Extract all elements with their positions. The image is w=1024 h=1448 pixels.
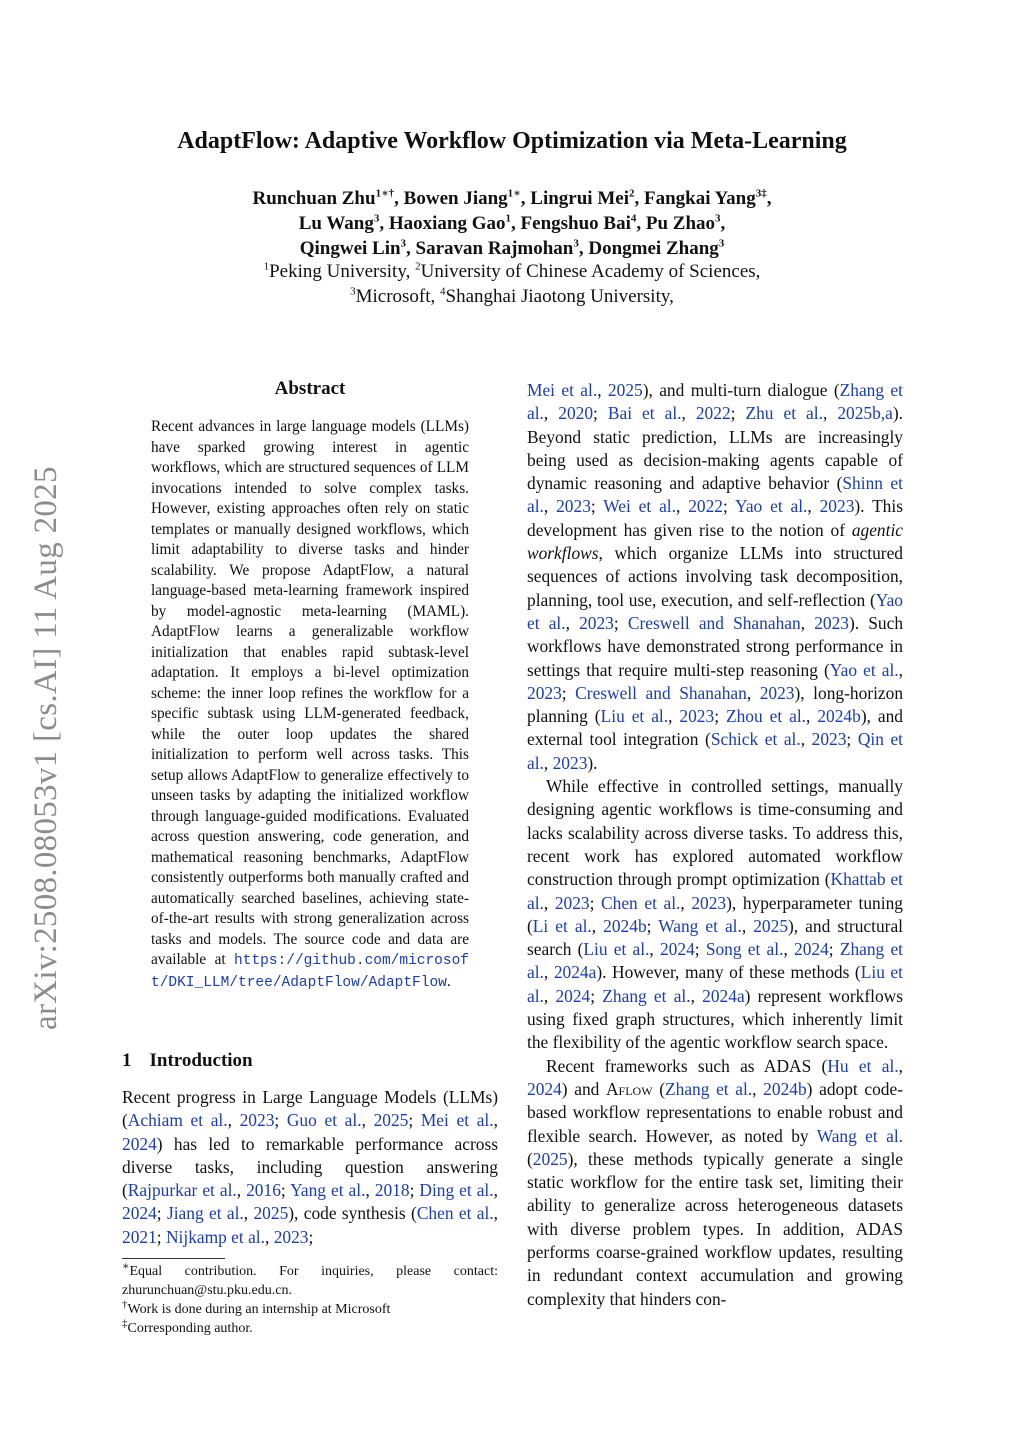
citation-link[interactable]: Wang et al. bbox=[658, 915, 742, 936]
author-affiliation-mark: 3‡ bbox=[755, 187, 767, 200]
citation-link[interactable]: Wei et al. bbox=[603, 496, 676, 517]
citation-link[interactable]: 2024b bbox=[817, 706, 861, 727]
citation-link[interactable]: 2023 bbox=[759, 682, 795, 703]
author-name: Lu Wang bbox=[298, 213, 374, 234]
footnote-text: Work is done during an internship at Microsoft bbox=[127, 1302, 391, 1317]
citation-link[interactable]: Mei et al. bbox=[420, 1110, 494, 1131]
citation-link[interactable]: 2024b bbox=[763, 1078, 807, 1099]
citation-link[interactable]: 2024 bbox=[527, 1078, 562, 1099]
citation-link[interactable]: Liu et al. bbox=[527, 962, 903, 1006]
section-title: Introduction bbox=[149, 1050, 253, 1071]
citation-link[interactable]: Mei et al. bbox=[527, 380, 598, 400]
affiliation-mark: 1 bbox=[263, 260, 270, 273]
citation-link[interactable]: Ding et al. bbox=[419, 1180, 494, 1201]
citation-link[interactable]: 2023 bbox=[579, 612, 614, 633]
citation-link[interactable]: Guo et al. bbox=[286, 1110, 362, 1131]
author-affiliation-mark: 3 bbox=[573, 237, 579, 250]
citation-link[interactable]: 2024 bbox=[555, 985, 591, 1006]
citation-link[interactable]: 2024 bbox=[122, 1203, 157, 1224]
citation-link[interactable]: 2025 bbox=[373, 1110, 409, 1131]
citation-link[interactable]: Rajpurkar et al. bbox=[127, 1180, 237, 1201]
citation-link[interactable]: 2024 bbox=[659, 939, 695, 960]
author-name: Pu Zhao bbox=[645, 213, 716, 234]
citation-link[interactable]: Achiam et al. bbox=[127, 1110, 228, 1131]
author-affiliation-mark: 3 bbox=[400, 237, 407, 250]
citation-link[interactable]: Wang et al. bbox=[816, 1125, 904, 1146]
author-name: Haoxiang Gao bbox=[388, 213, 506, 234]
citation-link[interactable]: 2025 bbox=[532, 1148, 568, 1169]
footnote-text: Equal contribution. For inquiries, please contact: zhurunchuan@stu.pku.edu.cn. bbox=[122, 1264, 498, 1298]
section-number: 1 bbox=[122, 1050, 132, 1071]
citation-link[interactable]: Yao et al. bbox=[527, 589, 903, 633]
citation-link[interactable]: 2024b bbox=[603, 915, 647, 936]
abstract-end: . bbox=[446, 972, 451, 990]
citation-link[interactable]: 2025b,a bbox=[837, 403, 893, 424]
citation-link[interactable]: 2024a bbox=[553, 962, 597, 983]
citation-link[interactable]: 2025 bbox=[253, 1203, 289, 1224]
author-affiliation-mark: 3 bbox=[373, 212, 380, 225]
citation-link[interactable]: 2025 bbox=[607, 380, 643, 400]
author-list: Runchuan Zhu$^{1∗\dagger}$, Bowen Jiang$^{1∗}$, Lingrui Mei$^2$, Fangkai Yang$^{3\ddagger}$, Lu Wang$^3$, Haoxiang Gao$^1$, Fengshuo Bai$^4$, Pu Zhao$^3$, Qingwei Lin$^3$, Saravan Rajmohan$^3$, Dongmei Zhang$^3$ bbox=[252, 187, 772, 259]
citation-link[interactable]: Song et al. bbox=[705, 939, 784, 960]
citation-link[interactable]: Creswell and Shanahan bbox=[575, 682, 747, 703]
citation-link[interactable]: Li et al. bbox=[532, 915, 592, 936]
author-affiliation-mark: 3 bbox=[715, 212, 721, 225]
affiliation-mark: 3 bbox=[350, 285, 356, 298]
right-paragraph-3: Recent frameworks such as ADAS (Hu et al., 2024) and Aflow (Zhang et al., 2024b) adopt code-based workflow representations to enable robust and flexible search. However, as noted by Wang et al. (2025), these methods typically generate a single static workflow for the entire task set, limiting their ability to generalize across heterogeneous datasets with diverse problem types. In addition, ADAS performs coarse-grained workflow updates, resulting in redundant context accumulation and growing complexity that hinders con- bbox=[527, 1055, 904, 1309]
author-name: Saravan Rajmohan bbox=[415, 238, 574, 259]
citation-link[interactable]: 2023 bbox=[819, 496, 855, 517]
abstract-text: Recent advances in large language models (LLMs) have sparked growing interest in agentic workflows, which are structured sequences of LLM invocations intended to solve complex tasks. However, existing approaches often rely on static templates or manually designed workflows, which limit adaptability to diverse tasks and hinder scalability. We propose AdaptFlow, a natural language-based meta-learning framework inspired by model-agnostic meta-learning (MAML). AdaptFlow learns a generalizable workflow initialization that enables rapid subtask-level adaptation. It employs a bi-level optimization scheme: the inner loop refines the workflow for a specific subtask using LLM-generated feedback, while the outer loop updates the shared initialization to perform well across tasks. This setup allows AdaptFlow to generalize effectively to unseen tasks by adapting the initialized workflow through language-guided modifications. Evaluated across question answering, code generation, and mathematical reasoning benchmarks, AdaptFlow consistently outperforms both manually crafted and automatically searched baselines, achieving state-of-the-art results with strong generalization across tasks and models. The source code and data are available at bbox=[151, 418, 469, 968]
citation-link[interactable]: 2023 bbox=[811, 729, 847, 750]
citation-link[interactable]: 2022 bbox=[688, 496, 723, 517]
footnote-mark: ∗ bbox=[122, 1260, 130, 1273]
citation-link[interactable]: Zhang et al. bbox=[602, 985, 691, 1006]
citation-link[interactable]: Hu et al. bbox=[827, 1055, 899, 1076]
section-heading-introduction bbox=[122, 1050, 253, 1072]
citation-link[interactable]: Bai et al. bbox=[607, 403, 682, 424]
citation-link[interactable]: 2023 bbox=[554, 892, 590, 913]
author-name: Dongmei Zhang bbox=[588, 238, 719, 259]
author-name: Bowen Jiang bbox=[403, 188, 508, 209]
footnote-rule bbox=[122, 1258, 225, 1259]
citation-link[interactable]: Liu et al. bbox=[583, 939, 650, 960]
author-affiliation-mark: 1∗† bbox=[375, 187, 395, 200]
citation-link[interactable]: Zhang et al. bbox=[665, 1078, 753, 1099]
citation-link[interactable]: 2022 bbox=[695, 403, 731, 424]
affiliation-name: Shanghai Jiaotong University bbox=[445, 286, 670, 307]
author-affiliation-mark: 1 bbox=[505, 212, 512, 225]
citation-link[interactable]: 2024a bbox=[702, 985, 745, 1006]
citation-link[interactable]: 2024 bbox=[122, 1133, 157, 1154]
citation-link[interactable]: Schick et al. bbox=[710, 729, 801, 750]
citation-link[interactable]: Yang et al. bbox=[290, 1180, 366, 1201]
citation-link[interactable]: 2018 bbox=[374, 1180, 410, 1201]
citation-link[interactable]: 2021 bbox=[122, 1226, 157, 1247]
affiliation-mark: 2 bbox=[415, 260, 421, 273]
author-affiliation-mark: 3 bbox=[718, 237, 725, 250]
affiliation-name: Microsoft bbox=[355, 286, 431, 307]
emphasis: agentic workflows bbox=[527, 519, 903, 564]
citation-link[interactable]: 2020 bbox=[558, 403, 594, 424]
citation-link[interactable]: 2023 bbox=[239, 1110, 275, 1131]
citation-link[interactable]: 2023 bbox=[556, 496, 591, 517]
author-affiliation-mark: 4 bbox=[630, 212, 637, 225]
footnote-mark: ‡ bbox=[122, 1317, 128, 1330]
footnote bbox=[122, 1300, 498, 1319]
footnote bbox=[122, 1262, 498, 1300]
author-name: Runchuan Zhu bbox=[252, 188, 376, 209]
method-name: Aflow bbox=[605, 1078, 653, 1099]
abstract-heading: Abstract bbox=[274, 378, 346, 399]
citation-link[interactable]: Shinn et al. bbox=[527, 473, 903, 517]
citation-link[interactable]: Chen et al. bbox=[601, 892, 681, 913]
source-code-link[interactable]: https://github.com/microsoft/DKI_LLM/tree/AdaptFlow/AdaptFlow bbox=[151, 953, 469, 991]
footnotes bbox=[122, 1262, 498, 1338]
footnote-mark: † bbox=[122, 1298, 128, 1311]
author-name: Lingrui Mei bbox=[530, 188, 629, 209]
citation-link[interactable]: Yao et al. bbox=[735, 496, 808, 517]
citation-link[interactable]: 2023 bbox=[679, 706, 715, 727]
intro-paragraph: Recent progress in Large Language Models (LLMs) (Achiam et al., 2023; Guo et al., 2025; Mei et al., 2024) has led to remarkable performance across diverse tasks, including question answering (Rajpurkar et al., 2016; Yang et al., 2018; Ding et al., 2024; Jiang et al., 2025), code synthesis (Chen et al., 2021; Nijkamp et al., 2023; bbox=[122, 1087, 499, 1247]
author-affiliation-mark: 1∗ bbox=[507, 187, 521, 200]
citation-link[interactable]: Chen et al. bbox=[416, 1203, 494, 1224]
footnote bbox=[122, 1319, 498, 1338]
affiliation-name: University of Chinese Academy of Sciences bbox=[420, 261, 756, 282]
right-paragraph-1: Mei et al., 2025), and multi-turn dialogue (Zhang et al., 2020; Bai et al., 2022; Zhu et al., 2025b,a). Beyond static prediction, LLMs are increasingly being used as decision-making agents capable of dynamic reasoning and adaptive behavior (Shinn et al., 2023; Wei et al., 2022; Yao et al., 2023). This development has given rise to the notion of agentic workflows, which organize LLMs into structured sequences of actions involving task decomposition, planning, tool use, execution, and self-reflection (Yao et al., 2023; Creswell and Shanahan, 2023). Such workflows have demonstrated strong performance in settings that require multi-step reasoning (Yao et al., 2023; Creswell and Shanahan, 2023), long-horizon planning (Liu et al., 2023; Zhou et al., 2024b), and external tool integration (Schick et al., 2023; Qin et al., 2023). bbox=[527, 380, 904, 773]
abstract-body bbox=[151, 417, 469, 993]
affiliation-mark: 4 bbox=[440, 285, 446, 298]
citation-link[interactable]: Qin et al. bbox=[527, 729, 903, 773]
citation-link[interactable]: 2023 bbox=[552, 752, 588, 773]
author-affiliation-mark: 2 bbox=[628, 187, 635, 200]
citation-link[interactable]: Khattab et al. bbox=[527, 869, 903, 913]
citation-link[interactable]: Nijkamp et al. bbox=[165, 1226, 265, 1247]
citation-link[interactable]: Liu et al. bbox=[600, 706, 669, 727]
citation-link[interactable]: Zhang et al. bbox=[527, 939, 904, 983]
author-name: Fengshuo Bai bbox=[520, 213, 631, 234]
citation-link[interactable]: Creswell and Shanahan bbox=[627, 612, 801, 633]
citation-link[interactable]: Zhu et al. bbox=[745, 403, 823, 424]
citation-link[interactable]: 2024 bbox=[794, 939, 829, 960]
affiliation-list: $^1$Peking University, $^2$University of Chinese Academy of Sciences, $^3$Microsoft, $^4$Shanghai Jiaotong University, bbox=[263, 260, 761, 307]
citation-link[interactable]: 2023 bbox=[273, 1226, 309, 1247]
author-name: Fangkai Yang bbox=[643, 188, 756, 209]
citation-link[interactable]: Yao et al. bbox=[829, 659, 899, 680]
citation-link[interactable]: Zhou et al. bbox=[725, 706, 807, 727]
right-column bbox=[527, 379, 903, 1311]
footnote-text: Corresponding author. bbox=[127, 1321, 253, 1336]
citation-link[interactable]: 2025 bbox=[753, 915, 789, 936]
citation-link[interactable]: 2023 bbox=[691, 892, 727, 913]
citation-link[interactable]: Zhang et al. bbox=[527, 380, 903, 424]
citation-link[interactable]: 2016 bbox=[246, 1180, 281, 1201]
right-paragraph-2: While effective in controlled settings, manually designing agentic workflows is time-consuming and lacks scalability across diverse tasks. To address this, recent work has explored automated workflow construction through prompt optimization (Khattab et al., 2023; Chen et al., 2023), hyperparameter tuning (Li et al., 2024b; Wang et al., 2025), and structural search (Liu et al., 2024; Song et al., 2024; Zhang et al., 2024a). However, many of these methods (Liu et al., 2024; Zhang et al., 2024a) represent workflows using fixed graph structures, which inherently limit the flexibility of the agentic workflow search space. bbox=[527, 776, 904, 1053]
paper-title: AdaptFlow: Adaptive Workflow Optimization via Meta-Learning bbox=[177, 128, 847, 154]
citation-link[interactable]: Jiang et al. bbox=[166, 1203, 244, 1224]
citation-link[interactable]: 2023 bbox=[527, 682, 562, 703]
citation-link[interactable]: 2023 bbox=[814, 612, 849, 633]
arxiv-identifier: arXiv:2508.08053v1 [cs.AI] 11 Aug 2025 bbox=[28, 466, 64, 1030]
affiliation-name: Peking University bbox=[269, 261, 406, 282]
author-name: Qingwei Lin bbox=[299, 238, 401, 259]
